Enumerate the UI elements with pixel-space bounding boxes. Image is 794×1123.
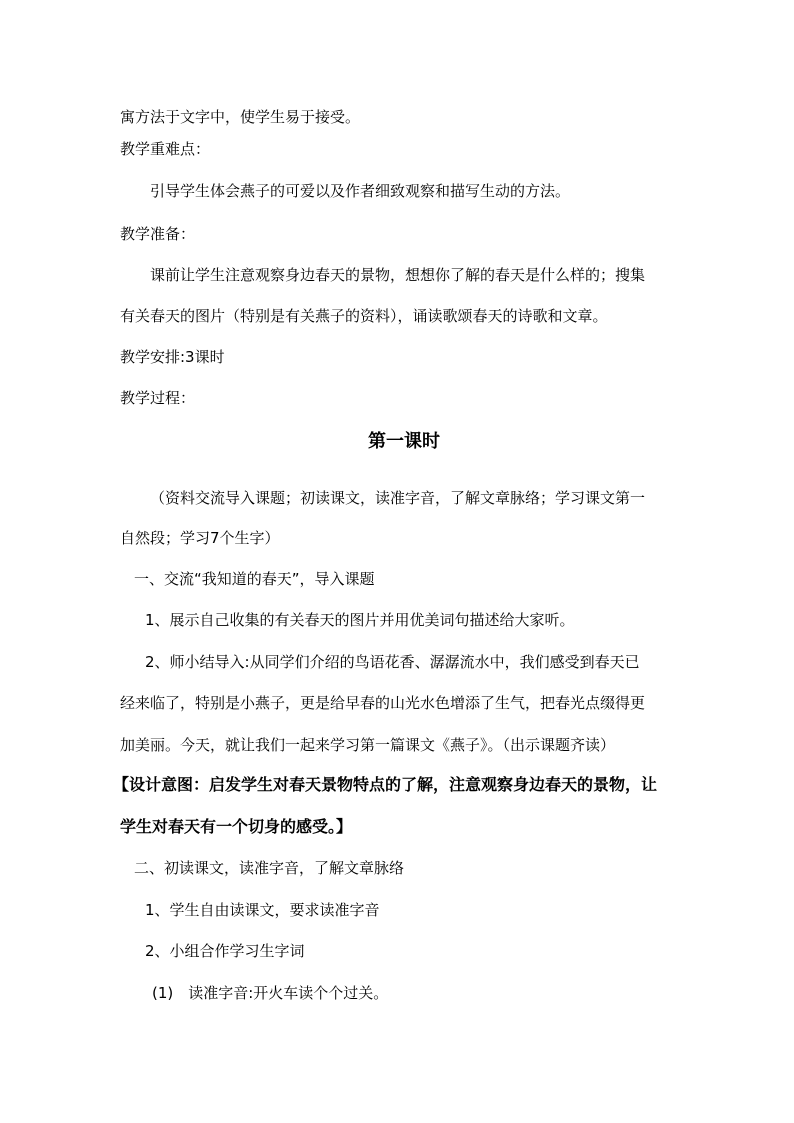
text-line: 经来临了，特别是小燕子，更是给早春的山光水色增添了生气，把春光点缀得更: [120, 694, 646, 712]
text-line: 2、师小结导入:从同学们介绍的鸟语花香、潺潺流水中，我们感受到春天已: [145, 653, 640, 671]
step-heading: 二、初读课文，读准字音，了解文章脉络: [134, 859, 405, 877]
design-intent-line: 【设计意图：启发学生对春天景物特点的了解，注意观察身边春天的景物，让: [113, 775, 658, 794]
lesson-title: 第一课时: [368, 431, 440, 452]
text-line: 1、学生自由读课文，要求读准字音: [145, 901, 380, 919]
text-line: 2、小组合作学习生字词: [145, 942, 305, 960]
text-line: (1) 读准字音:开火车读个个过关。: [152, 984, 389, 1002]
text-line: 加美丽。今天，就让我们一起来学习第一篇课文《燕子》。（出示课题齐读）: [120, 736, 616, 754]
text-line: 引导学生体会燕子的可爱以及作者细致观察和描写生动的方法。: [150, 182, 571, 200]
section-label-preparation: 教学准备：: [120, 225, 196, 243]
section-label-process: 教学过程：: [120, 389, 196, 407]
section-label-schedule: 教学安排:3课时: [120, 348, 225, 366]
text-line: （资料交流导入课题；初读课文，读准字音，了解文章脉络；学习课文第一: [150, 489, 646, 507]
text-line: 寓方法于文字中，使学生易于接受。: [120, 108, 361, 126]
section-label-difficulties: 教学重难点：: [120, 140, 211, 158]
text-line: 课前让学生注意观察身边春天的景物，想想你了解的春天是什么样的；搜集: [150, 266, 646, 284]
step-heading: 一、交流“我知道的春天”，导入课题: [134, 570, 375, 588]
text-line: 自然段；学习7个生字）: [120, 529, 280, 547]
design-intent-line: 学生对春天有一个切身的感受。】: [120, 817, 353, 836]
text-line: 有关春天的图片（特别是有关燕子的资料），诵读歌颂春天的诗歌和文章。: [120, 307, 608, 325]
text-line: 1、展示自己收集的有关春天的图片并用优美词句描述给大家听。: [145, 611, 575, 629]
